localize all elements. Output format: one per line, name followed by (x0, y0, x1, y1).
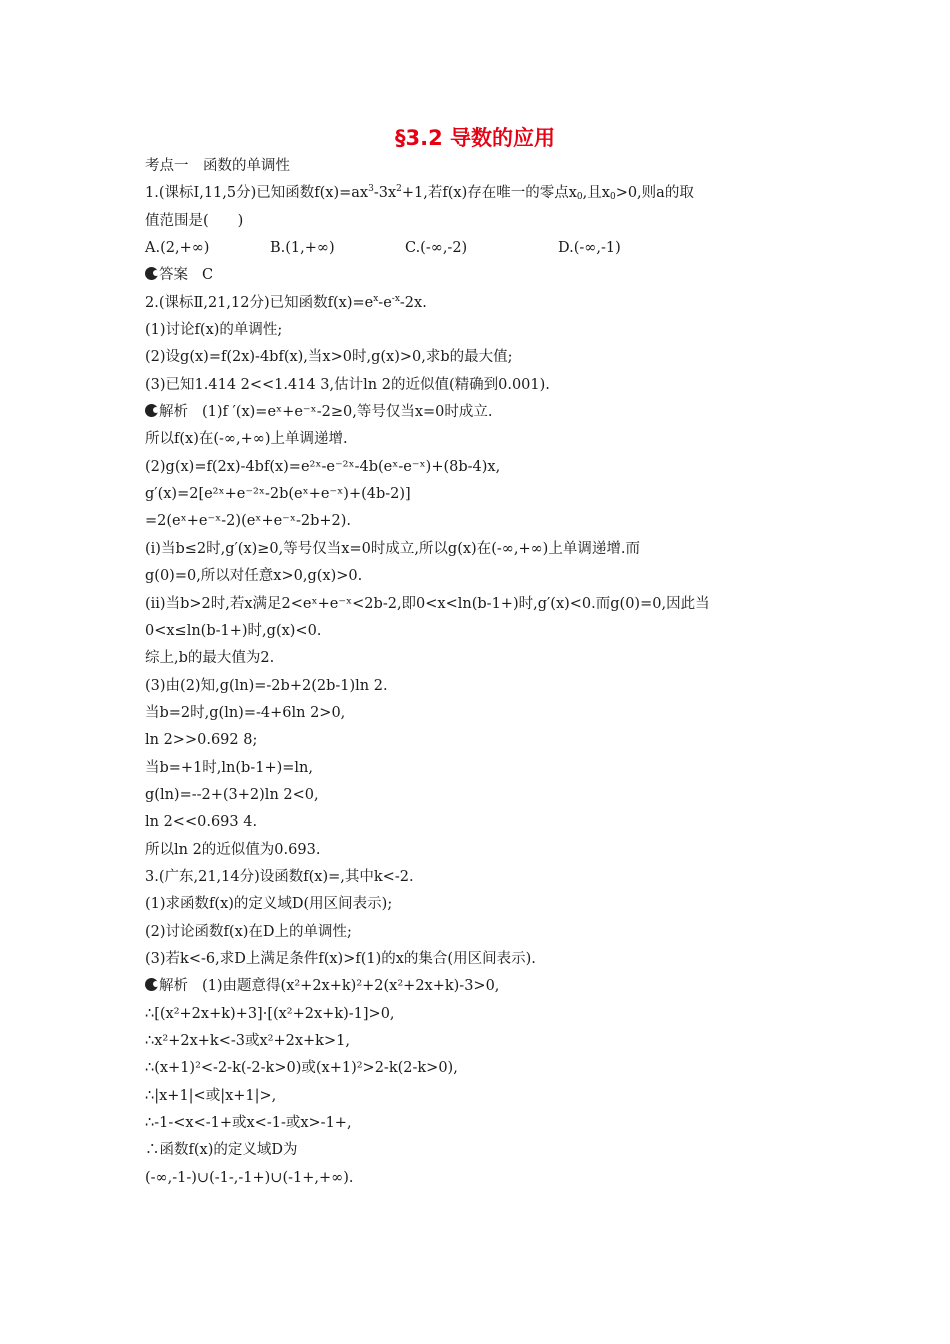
solution-line: ln 2>>0.692 8; (145, 732, 258, 749)
q3-stem: 3.(广东,21,14分)设函数f(x)=,其中k<-2. (145, 868, 414, 885)
q2-part-2: (2)设g(x)=f(2x)-4bf(x),当x>0时,g(x)>0,求b的最大值; (145, 349, 513, 366)
solution-line: (3)由(2)知,g(ln)=-2b+2(2b-1)ln 2. (145, 677, 388, 694)
q1-answer: 答案 C (145, 262, 825, 289)
solution-line: ∴函数f(x)的定义域D为 (145, 1142, 298, 1159)
solution-line: ∴x²+2x+k<-3或x²+2x+k>1, (145, 1033, 350, 1049)
solution-line: ln 2<<0.693 4. (145, 814, 258, 831)
q2-part-1: (1)讨论f(x)的单调性; (145, 322, 283, 339)
q1-stem-cont: 值范围是( ) (145, 212, 244, 229)
section-heading: 考点一 函数的单调性 (145, 158, 290, 174)
solution-line: (-∞,-1-)∪(-1-,-1+)∪(-1+,+∞). (145, 1169, 354, 1186)
q2-analysis-line: 解析 (1)f ′(x)=eˣ+e⁻ˣ-2≥0,等号仅当x=0时成立. (145, 399, 825, 426)
solution-line: ∴(x+1)²<-2-k(-2-k>0)或(x+1)²>2-k(2-k>0), (145, 1060, 458, 1077)
solution-line: =2(eˣ+e⁻ˣ-2)(eˣ+e⁻ˣ-2b+2). (145, 513, 352, 530)
solution-line: 0<x≤ln(b-1+)时,g(x)<0. (145, 622, 322, 639)
solution-line: g(ln)=--2+(3+2)ln 2<0, (145, 786, 319, 803)
option-c: C.(-∞,-2) (405, 240, 468, 257)
option-d: D.(-∞,-1) (558, 240, 621, 257)
q2-part-3: (3)已知1.414 2<<1.414 3,估计ln 2的近似值(精确到0.001). (145, 376, 550, 393)
solution-line: ∴[(x²+2x+k)+3]·[(x²+2x+k)-1]>0, (145, 1005, 395, 1022)
solution-line: (i)当b≤2时,g′(x)≥0,等号仅当x=0时成立,所以g(x)在(-∞,+∞)上单调递增.而 (145, 540, 640, 557)
analysis-marker-icon (145, 978, 158, 991)
solution-line: ∴|x+1|<或|x+1|>, (145, 1087, 277, 1104)
solution-line: g′(x)=2[e²ˣ+e⁻²ˣ-2b(eˣ+e⁻ˣ)+(4b-2)] (145, 486, 411, 503)
solution-line: 所以f(x)在(-∞,+∞)上单调递增. (145, 431, 348, 448)
q2-stem: 2.(课标Ⅱ,21,12分)已知函数$f(x)=e^x-e^{-x}-2x$. (145, 293, 427, 311)
solution-line: (ii)当b>2时,若x满足2<eˣ+e⁻ˣ<2b-2,即0<x<ln(b-1+)时,g′(x)<0.而g(0)=0,因此当 (145, 595, 710, 612)
solution-line: ∴-1-<x<-1+或x<-1-或x>-1+, (145, 1115, 352, 1132)
solution-line: g(0)=0,所以对任意x>0,g(x)>0. (145, 568, 363, 585)
solution-line: 综上,b的最大值为2. (145, 650, 275, 667)
solution-line: 当b=+1时,ln(b-1+)=ln, (145, 759, 313, 776)
analysis-marker-icon (145, 404, 158, 417)
solution-line: (2)g(x)=f(2x)-4bf(x)=e²ˣ-e⁻²ˣ-4b(eˣ-e⁻ˣ)+(8b-4)x, (145, 458, 501, 475)
q1-stem: 1.(课标Ⅰ,11,5分)已知函数$f(x)=ax^3-3x^2+1$,若f(x)存在唯一的零点$x_0$,且$x_0>0$,则a的取 (145, 184, 694, 203)
solution-line: 当b=2时,g(ln)=-4+6ln 2>0, (145, 704, 346, 721)
q1-options (145, 235, 825, 262)
q3-part-2: (2)讨论函数f(x)在D上的单调性; (145, 923, 352, 940)
content-body (145, 153, 825, 1192)
option-a: A.(2,+∞) (145, 240, 210, 257)
q3-analysis-line: 解析 (1)由题意得(x²+2x+k)²+2(x²+2x+k)-3>0, (145, 973, 825, 1000)
page-title: §3.2 导数的应用 (394, 126, 555, 150)
solution-line: 所以ln 2的近似值为0.693. (145, 841, 321, 858)
option-b: B.(1,+∞) (270, 240, 335, 257)
q3-part-1: (1)求函数f(x)的定义域D(用区间表示); (145, 896, 393, 913)
answer-marker-icon (145, 267, 158, 280)
q3-part-3: (3)若k<-6,求D上满足条件f(x)>f(1)的x的集合(用区间表示). (145, 950, 536, 967)
